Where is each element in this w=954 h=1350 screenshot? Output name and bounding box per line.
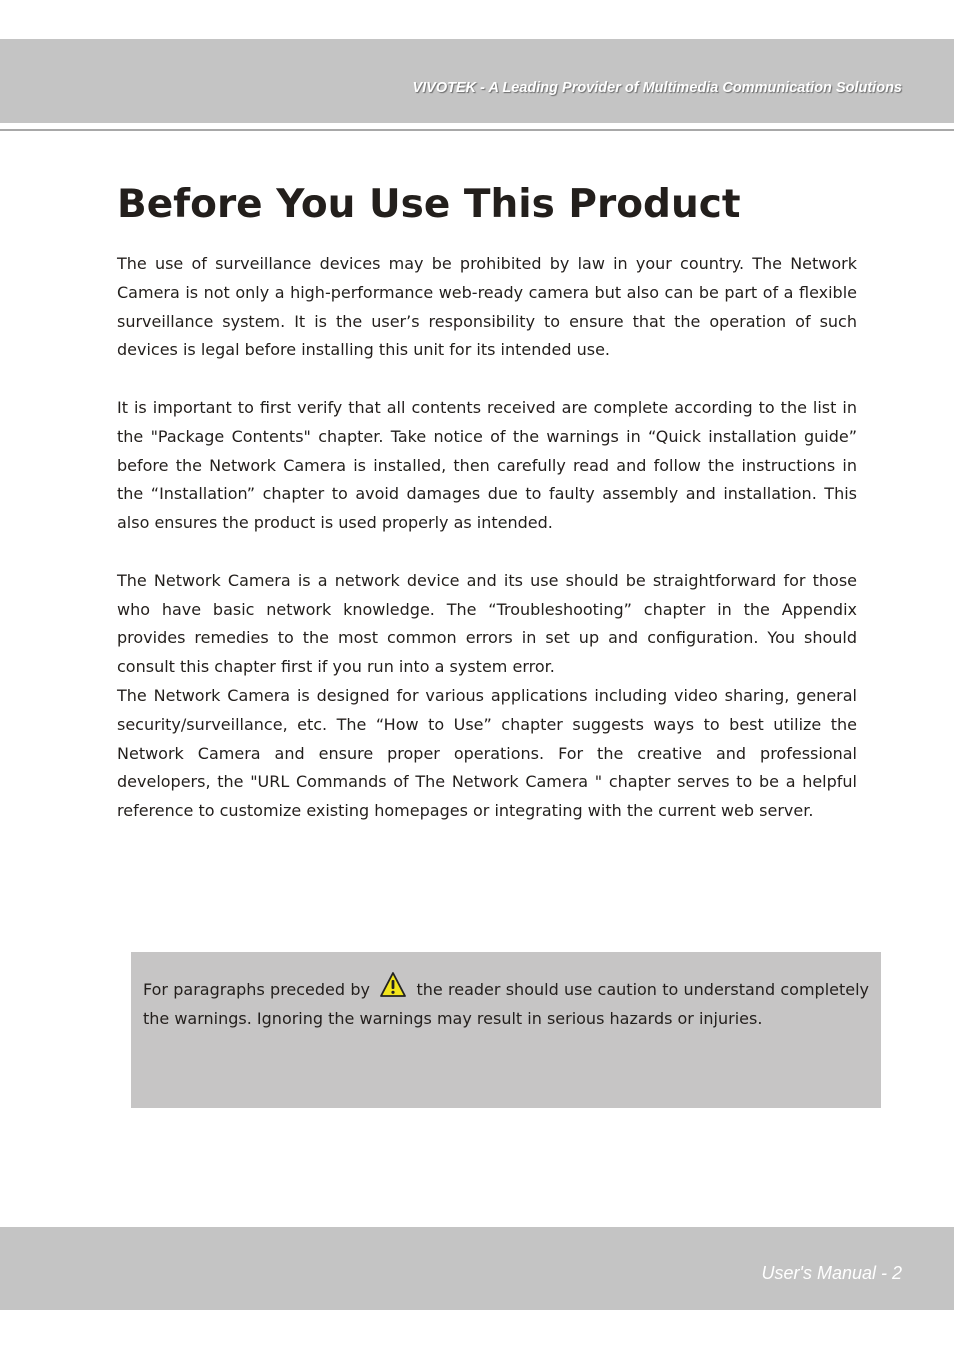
page-header: [0, 39, 954, 123]
warning-triangle-icon: [379, 971, 407, 999]
header-tagline: VIVOTEK - A Leading Provider of Multimedia Communication Solutions: [412, 80, 902, 96]
caution-text: [143, 971, 869, 1033]
body-paragraph: The Network Camera is a network device and its use should be straightforward for those who have basic network knowledge. The “Troubleshooting” chapter in the Appendix provides remedies to the most common errors in set up and configuration. You should consult this chapter first if you run into a system error.: [117, 570, 857, 677]
caution-note: [131, 952, 881, 1108]
body-paragraph: The Network Camera is designed for various applications including video sharing, general security/surveillance, etc. The “How to Use” chapter suggests ways to best utilize the Network Camera and ensure proper operations. For the creative and professional developers, the "URL Commands of The Network Camera " chapter serves to be a helpful reference to customize existing homepages or integrating with the current web server.: [117, 685, 857, 821]
body-text: [117, 250, 857, 826]
page-title: Before You Use This Product: [117, 182, 741, 227]
page-number-label: User's Manual - 2: [761, 1263, 902, 1283]
header-divider: [0, 129, 954, 131]
page-footer: [0, 1227, 954, 1310]
body-paragraph: The use of surveillance devices may be prohibited by law in your country. The Network Camera is not only a high-performance web-ready camera but also can be part of a flexible surveillance system. It is the user’s responsibility to ensure that the operation of such devices is legal before installing this unit for its intended use.: [117, 254, 857, 360]
caution-text-before: For paragraphs preceded by: [143, 980, 370, 999]
caution-text-after: the reader should use caution to understand completely the warnings. Ignoring the warnings may result in serious hazards or injuries.: [143, 980, 870, 1028]
body-paragraph: It is important to first verify that all contents received are complete according to the list in the "Package Contents" chapter. Take notice of the warnings in “Quick installation guide” before the Network Camera is installed, then carefully read and follow the instructions in the “Installation” chapter to avoid damages due to faulty assembly and installation. This also ensures the product is used properly as intended.: [117, 397, 857, 533]
